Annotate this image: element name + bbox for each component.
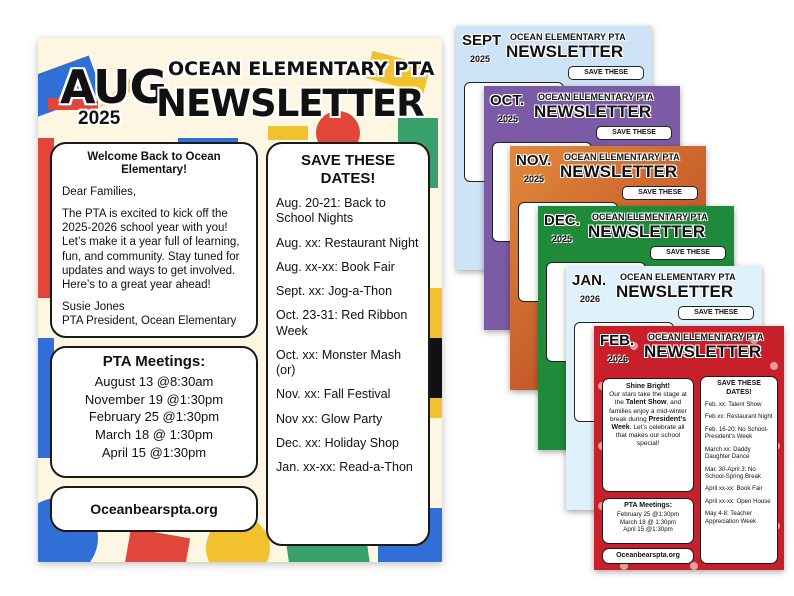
year-heading: 2026 — [608, 354, 629, 364]
event-date: Feb xx: Restaurant Night — [705, 413, 773, 421]
meeting-date: February 25 @1:30pm — [617, 510, 679, 518]
event-date: Oct. xx: Monster Mash (or) — [276, 347, 402, 377]
welcome-letter-box — [50, 142, 258, 338]
org-name: OCEAN ELEMENTARY PTA — [620, 272, 736, 282]
signature-block — [62, 300, 246, 328]
dates-title: SAVE THESE DATES! — [717, 380, 761, 396]
meetings-title: PTA Meetings: — [624, 502, 672, 509]
month-heading: JAN. — [572, 272, 607, 289]
month-heading: NOV. — [516, 152, 552, 169]
org-name: OCEAN ELEMENTARY PTA — [648, 332, 764, 342]
meeting-date: November 19 @1:30pm — [84, 391, 224, 407]
event-date: April xx-xx: Book Fair — [705, 485, 763, 493]
newsletter-title: NEWSLETTER — [156, 82, 424, 125]
pta-meetings-box — [602, 498, 694, 544]
event-date: Aug. 20-21: Back to School Nights — [276, 196, 386, 226]
meeting-date: April 15 @1:30pm — [623, 526, 673, 534]
meeting-date: February 25 @1:30pm — [88, 409, 220, 425]
year-heading: 2026 — [580, 294, 601, 304]
save-dates-label: SAVE THESE — [678, 306, 754, 320]
dates-title: SAVE THESE DATES! — [301, 152, 395, 187]
website-box — [50, 486, 258, 532]
newsletter-title: NEWSLETTER — [560, 162, 678, 181]
signer-role: PTA President, Ocean Elementary — [62, 314, 237, 327]
newsletter-title: NEWSLETTER — [644, 342, 762, 361]
year-heading: 2025 — [552, 234, 573, 244]
shine-text: , and families enjoy a mid-winter break during — [609, 399, 687, 423]
welcome-paragraph: The PTA is excited to kick off the 2025-2026 school year with you! Let’s make it a year full of learning, fun, and community. Stay tuned for updates and ways to get involved. — [62, 208, 240, 277]
shine-talent: Talent Show — [625, 399, 667, 407]
welcome-closing: Here’s to a great year ahead! — [62, 278, 211, 291]
org-name: OCEAN ELEMENTARY PTA — [592, 212, 708, 222]
website-link[interactable]: Oceanbearspta.org — [90, 501, 218, 517]
signer-name: Susie Jones — [62, 300, 125, 313]
event-date: Feb. 16-20: No School-President’s Week — [705, 425, 769, 441]
event-date: Nov. xx: Fall Festival — [276, 387, 391, 402]
year-heading: 2025 — [470, 54, 491, 64]
month-heading: FEB. — [600, 332, 635, 349]
event-date: Mar. 30-April 3: No School-Spring Break — [705, 465, 761, 481]
welcome-title: Welcome Back to Ocean Elementary! — [87, 151, 221, 177]
newsletter-title: NEWSLETTER — [534, 102, 652, 121]
save-the-dates-box — [700, 376, 778, 564]
event-date: Nov xx: Glow Party — [276, 411, 383, 426]
website-box — [602, 548, 694, 564]
meeting-date: March 18 @ 1:30pm — [619, 518, 677, 526]
month-heading: OCT. — [490, 92, 525, 109]
event-date: Sept. xx: Jog-a-Thon — [276, 284, 393, 298]
month-heading: SEPT — [462, 32, 502, 49]
org-name: OCEAN ELEMENTARY PTA — [564, 152, 680, 162]
event-date: April xx-xx: Open House — [705, 497, 771, 505]
meeting-date: August 13 @8:30am — [94, 374, 214, 389]
org-name: OCEAN ELEMENTARY PTA — [168, 58, 435, 80]
aug-newsletter-flyer — [38, 38, 442, 562]
save-dates-label: SAVE THESE — [622, 186, 698, 200]
shine-bright-box — [602, 378, 694, 492]
save-the-dates-box — [266, 142, 430, 546]
year-heading: 2025 — [524, 174, 545, 184]
org-name: OCEAN ELEMENTARY PTA — [510, 32, 626, 42]
welcome-greeting: Dear Families, — [62, 186, 137, 199]
website-link[interactable]: Oceanbearspta.org — [616, 552, 680, 559]
year-heading: 2025 — [498, 114, 519, 124]
shine-text: . Let’s celebrate all that makes our school special! — [615, 423, 685, 448]
event-date: March xx: Daddy Daughter Dance — [705, 445, 751, 461]
event-date: Feb. xx: Talent Show — [705, 401, 762, 409]
pta-meetings-box — [50, 346, 258, 478]
newsletter-title: NEWSLETTER — [616, 282, 734, 301]
shine-presidents: President’s Week — [611, 415, 686, 431]
org-name: OCEAN ELEMENTARY PTA — [538, 92, 654, 102]
save-dates-label: SAVE THESE — [568, 66, 644, 80]
newsletter-title: NEWSLETTER — [588, 222, 706, 241]
save-dates-label: SAVE THESE — [596, 126, 672, 140]
year-heading: 2025 — [78, 108, 121, 129]
event-date: Jan. xx-xx: Read-a-Thon — [276, 460, 413, 474]
feb-newsletter-flyer — [594, 326, 784, 570]
meetings-title: PTA Meetings: — [102, 353, 206, 370]
newsletter-title: NEWSLETTER — [506, 42, 624, 61]
welcome-body — [62, 185, 246, 291]
meeting-date: March 18 @ 1:30pm — [95, 427, 213, 443]
event-date: Dec. xx: Holiday Shop — [276, 435, 399, 450]
event-date: Aug. xx: Restaurant Night — [276, 235, 419, 250]
event-date: May 4-8: Teacher Appreciation Week — [705, 510, 757, 525]
event-date: Aug. xx-xx: Book Fair — [276, 259, 395, 274]
shine-text: Our stars take the stage at the — [609, 391, 687, 407]
save-dates-label: SAVE THESE — [650, 246, 726, 260]
month-heading: AUG — [60, 60, 167, 114]
shine-title: Shine Bright! — [626, 383, 670, 390]
month-heading: DEC. — [544, 212, 580, 229]
meeting-date: April 15 @1:30pm — [101, 444, 207, 460]
event-date: Oct. 23-31: Red Ribbon Week — [276, 308, 408, 338]
